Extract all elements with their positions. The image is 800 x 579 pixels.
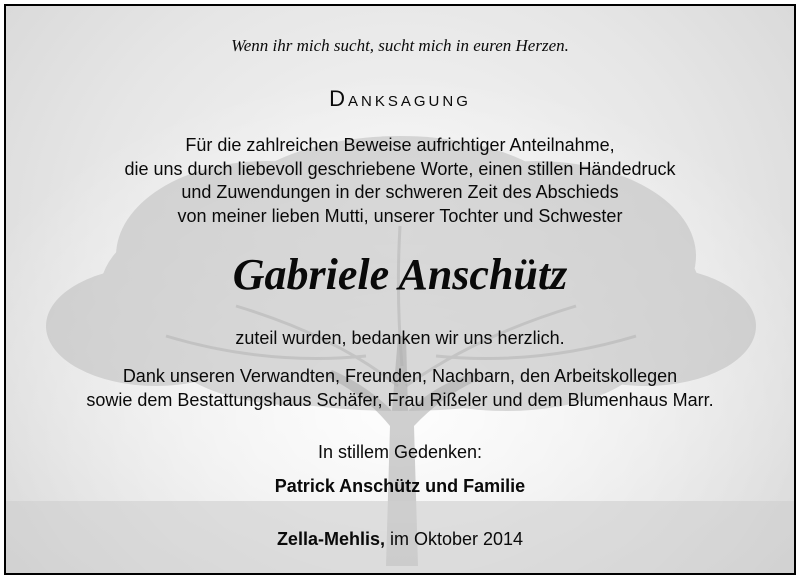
place-and-date <box>6 529 794 550</box>
deceased-name: Gabriele Anschütz <box>232 250 568 299</box>
intro-line: von meiner lieben Mutti, unserer Tochter und Schwester <box>177 205 623 226</box>
memory-line: In stillem Gedenken: <box>317 442 483 462</box>
intro-line: und Zuwendungen in der schweren Zeit des Abschieds <box>181 182 619 202</box>
motto-quote: Wenn ihr mich sucht, sucht mich in euren Herzen. <box>231 36 569 55</box>
acknowledgement-line: Dank unseren Verwandten, Freunden, Nachbarn, den Arbeitskollegen <box>122 366 678 386</box>
notice-heading: Danksagung <box>329 86 471 111</box>
obituary-notice <box>4 4 796 575</box>
intro-line: Für die zahlreichen Beweise aufrichtiger Anteilnahme, <box>185 135 615 155</box>
date: im Oktober 2014 <box>389 529 524 549</box>
acknowledgement-line: sowie dem Bestattungshaus Schäfer, Frau Rißeler und dem Blumenhaus Marr. <box>86 390 714 410</box>
acknowledgements-paragraph <box>6 364 794 412</box>
place: Zella-Mehlis, <box>276 529 385 549</box>
intro-paragraph <box>6 134 794 228</box>
signature: Patrick Anschütz und Familie <box>274 476 526 496</box>
notice-text <box>6 6 794 573</box>
thanks-line: zuteil wurden, bedanken wir uns herzlich. <box>235 328 565 348</box>
intro-line: die uns durch liebevoll geschriebene Worte, einen stillen Händedruck <box>124 158 676 179</box>
